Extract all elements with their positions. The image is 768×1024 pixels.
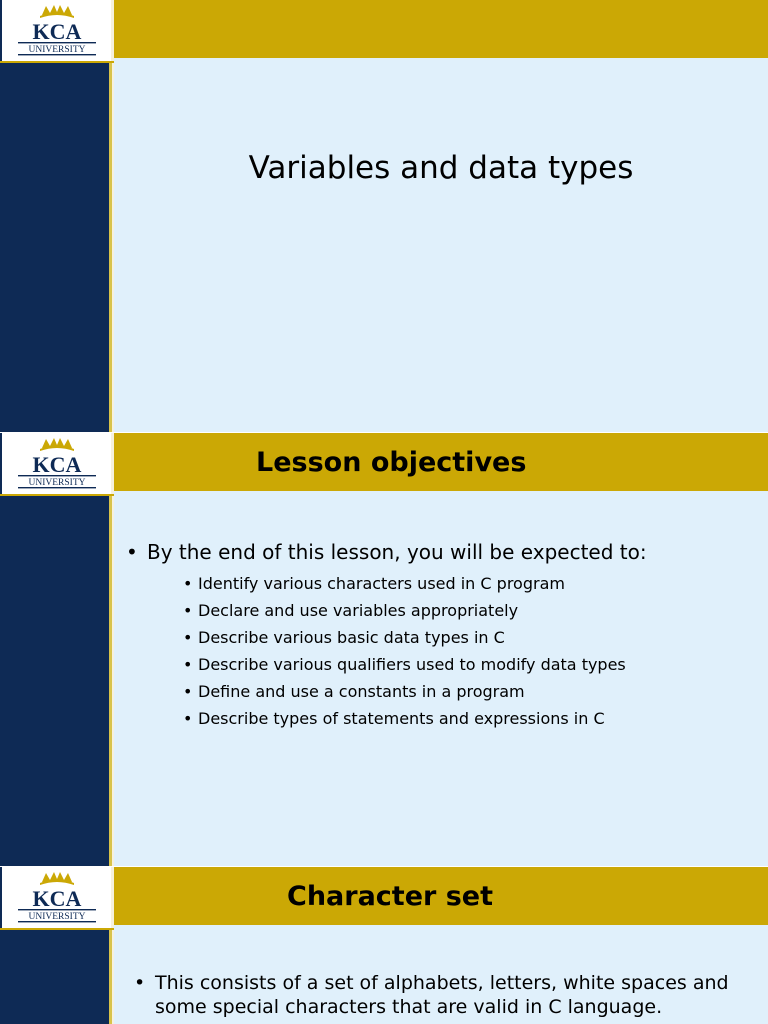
divider <box>109 930 112 1024</box>
objective-item: • Identify various characters used in C program <box>183 570 738 597</box>
slide-character-set <box>0 867 768 1024</box>
bullet-list <box>134 971 738 1024</box>
objective-item: • Describe various qualifiers used to modify data types <box>183 651 738 678</box>
side-panel <box>0 496 109 866</box>
side-panel <box>0 930 109 1024</box>
objective-item: • Declare and use variables appropriately <box>183 597 738 624</box>
kca-logo-icon <box>16 3 98 59</box>
header-bar <box>114 0 768 58</box>
slide-title-text: Variables and data types <box>248 150 634 186</box>
divider <box>109 63 112 432</box>
divider <box>109 496 112 866</box>
bullet-list <box>126 540 738 732</box>
university-logo <box>0 0 111 61</box>
logo-subtitle: UNIVERSITY <box>28 478 86 488</box>
logo-subtitle: UNIVERSITY <box>28 912 86 922</box>
objective-item: • Describe various basic data types in C <box>183 624 738 651</box>
logo-brand: KCA <box>32 452 82 477</box>
slide-lesson-objectives <box>0 433 768 866</box>
logo-brand: KCA <box>32 19 82 44</box>
slide-title <box>0 0 768 432</box>
objective-item: • Define and use a constants in a program <box>183 678 738 705</box>
bullet-body: • This consists of a set of alphabets, letters, white spaces and some special characters that are valid in C language. <box>134 971 738 1019</box>
logo-brand: KCA <box>32 886 82 911</box>
kca-logo-icon <box>16 870 98 926</box>
slide-heading: Character set <box>287 880 494 912</box>
logo-subtitle: UNIVERSITY <box>28 45 86 55</box>
side-panel <box>0 63 109 432</box>
slide-heading: Lesson objectives <box>256 446 527 478</box>
kca-logo-icon <box>16 436 98 492</box>
bullet-intro: • By the end of this lesson, you will be expected to: <box>126 540 738 564</box>
objective-item: • Describe types of statements and expressions in C <box>183 705 738 732</box>
university-logo <box>0 867 111 928</box>
university-logo <box>0 433 111 494</box>
